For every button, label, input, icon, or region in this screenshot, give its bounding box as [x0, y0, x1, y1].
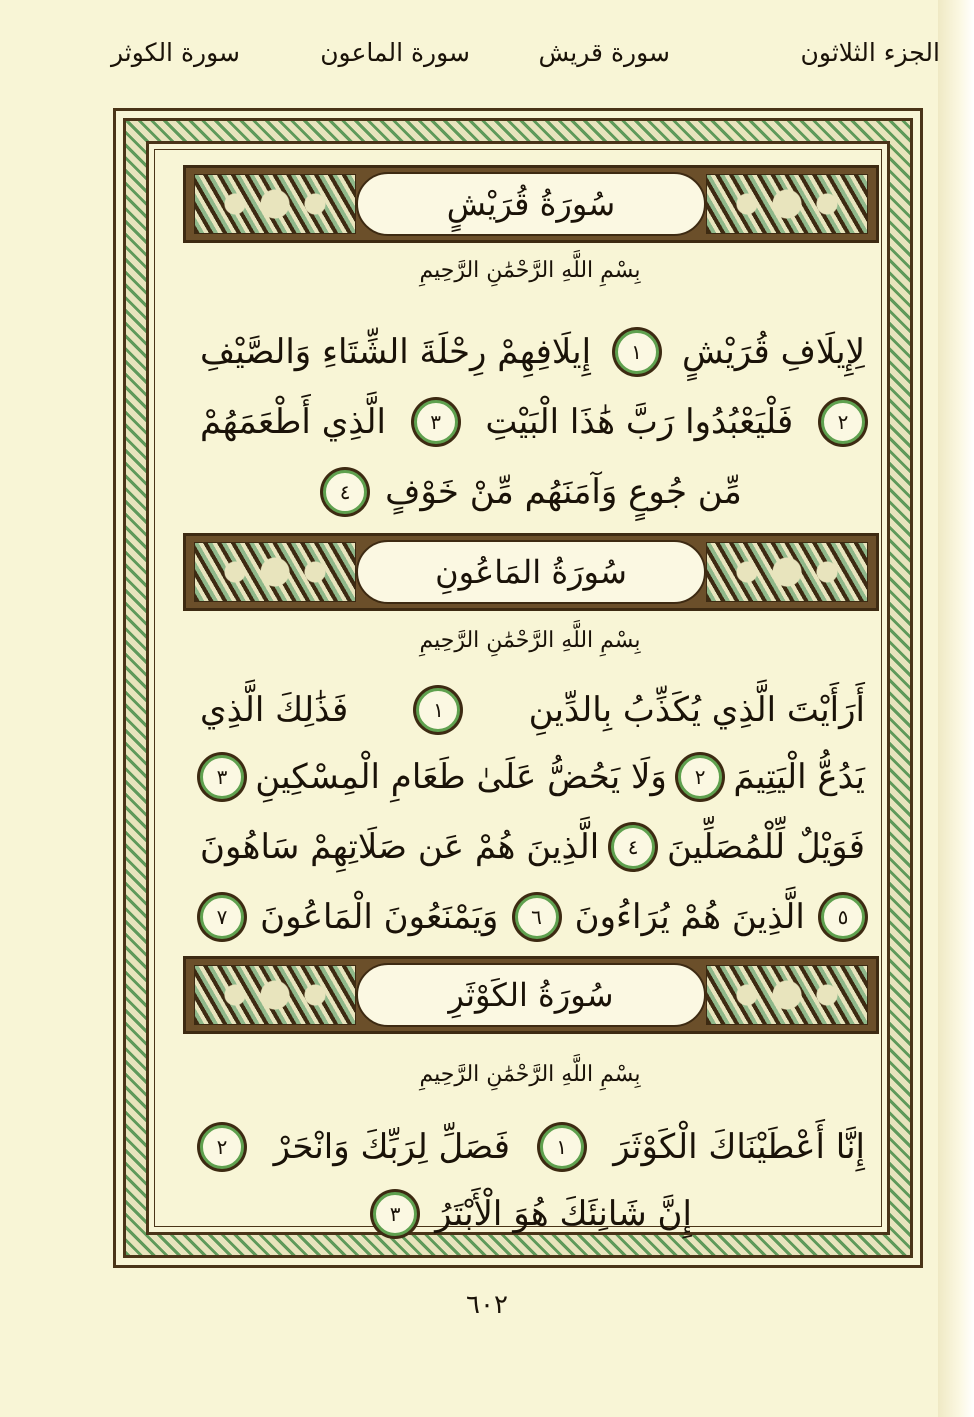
verse-text: إِنَّا أَعْطَيْنَاكَ الْكَوْثَرَ — [613, 1127, 865, 1167]
surah-title-band-maun — [183, 533, 879, 611]
running-header — [100, 28, 940, 78]
verse-line — [200, 1125, 865, 1169]
verse-text: وَلَا يَحُضُّ عَلَىٰ طَعَامِ الْمِسْكِينِ — [255, 757, 667, 797]
verse-text: إِنَّ شَانِئَكَ هُوَ الْأَبْتَرُ — [435, 1194, 692, 1234]
verse-line — [200, 400, 865, 444]
ayah-marker: ٤ — [611, 825, 655, 869]
verse-text: مِّن جُوعٍ وَآمَنَهُم مِّنْ خَوْفٍ — [385, 472, 742, 512]
ayah-marker: ١ — [416, 688, 460, 732]
verse-text: الَّذِينَ هُمْ عَن صَلَاتِهِمْ سَاهُونَ — [200, 827, 600, 867]
surah-title-cartouche — [356, 963, 706, 1027]
surah-title-band-quraysh — [183, 165, 879, 243]
verse-text: فَصَلِّ لِرَبِّكَ وَانْحَرْ — [273, 1127, 510, 1167]
header-surah-quraysh: سورة قريش — [538, 38, 670, 67]
surah-title: سُورَةُ المَاعُونِ — [435, 553, 627, 591]
ayah-marker: ٢ — [821, 400, 865, 444]
basmala: بِسْمِ اللَّهِ الرَّحْمَٰنِ الرَّحِيمِ — [419, 258, 641, 283]
ayah-marker: ٢ — [200, 1125, 244, 1169]
verse-line — [200, 688, 865, 732]
ornament-left — [194, 965, 356, 1025]
verse-line — [200, 825, 865, 869]
ayah-marker: ٦ — [515, 895, 559, 939]
verse-line — [200, 895, 865, 939]
verse-line — [200, 755, 865, 799]
header-surah-maun: سورة الماعون — [320, 38, 470, 67]
verse-text: فَوَيْلٌ لِّلْمُصَلِّينَ — [667, 827, 865, 867]
verse-text: لِإِيلَافِ قُرَيْشٍ — [681, 332, 865, 372]
juz-title: الجزء الثلاثون — [800, 38, 940, 67]
ornament-left — [194, 174, 356, 234]
basmala: بِسْمِ اللَّهِ الرَّحْمَٰنِ الرَّحِيمِ — [419, 628, 641, 653]
verse-text: وَيَمْنَعُونَ الْمَاعُونَ — [260, 897, 499, 937]
page-number: ٦٠٢ — [466, 1290, 508, 1320]
verse-text: فَذَٰلِكَ الَّذِي — [200, 690, 349, 730]
verse-text: الَّذِي أَطْعَمَهُمْ — [200, 402, 386, 442]
ayah-marker: ١ — [615, 330, 659, 374]
ayah-marker: ١ — [540, 1125, 584, 1169]
surah-title: سُورَةُ الكَوْثَرِ — [448, 976, 614, 1014]
ayah-marker: ٧ — [200, 895, 244, 939]
ornament-right — [706, 965, 868, 1025]
header-surah-kawthar: سورة الكوثر — [110, 38, 240, 67]
surah-title-cartouche — [356, 540, 706, 604]
page-edge — [938, 0, 974, 1417]
ayah-marker: ٣ — [414, 400, 458, 444]
ornament-right — [706, 174, 868, 234]
surah-title-band-kawthar — [183, 956, 879, 1034]
verse-line — [200, 470, 865, 514]
ornament-right — [706, 542, 868, 602]
verse-text: الَّذِينَ هُمْ يُرَاءُونَ — [574, 897, 805, 937]
ayah-marker: ٣ — [200, 755, 244, 799]
verse-text: إِيلَافِهِمْ رِحْلَةَ الشِّتَاءِ وَالصَّيْفِ — [200, 332, 592, 372]
ornament-left — [194, 542, 356, 602]
surah-title-cartouche — [356, 172, 706, 236]
verse-text: يَدُعُّ الْيَتِيمَ — [733, 757, 865, 797]
ayah-marker: ٤ — [323, 470, 367, 514]
ayah-marker: ٥ — [821, 895, 865, 939]
verse-text: أَرَأَيْتَ الَّذِي يُكَذِّبُ بِالدِّينِ — [528, 690, 865, 730]
basmala: بِسْمِ اللَّهِ الرَّحْمَٰنِ الرَّحِيمِ — [419, 1062, 641, 1087]
verse-line — [200, 330, 865, 374]
ayah-marker: ٢ — [678, 755, 722, 799]
surah-title: سُورَةُ قُرَيْشٍ — [446, 185, 616, 223]
ayah-marker: ٣ — [373, 1192, 417, 1236]
verse-line — [200, 1192, 865, 1236]
verse-text: فَلْيَعْبُدُوا رَبَّ هَٰذَا الْبَيْتِ — [485, 402, 794, 442]
